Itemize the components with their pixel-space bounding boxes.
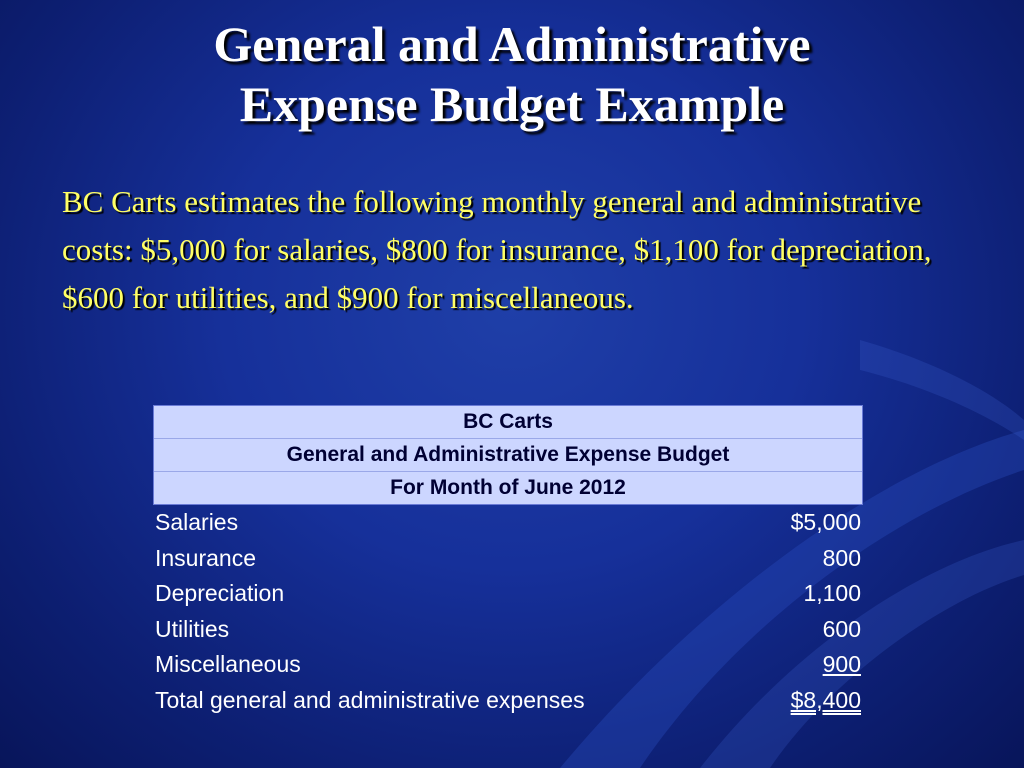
slide-title-line-1: General and Administrative	[213, 16, 811, 72]
intro-paragraph: BC Carts estimates the following monthly general and administrative costs: $5,000 for salaries, $800 for insurance, $1,100 for depreciation, $600 for utilities, and $900 for miscellaneous.	[62, 184, 932, 315]
company-name: BC Carts	[154, 406, 862, 439]
row-amount: 800	[822, 544, 861, 571]
budget-table	[153, 405, 863, 718]
slide-title	[0, 14, 1024, 134]
statement-period: For Month of June 2012	[390, 476, 626, 499]
table-row	[153, 576, 863, 612]
row-amount: 900	[822, 651, 861, 677]
table-row	[153, 647, 863, 683]
total-amount: $8,400	[790, 686, 861, 713]
row-label: Miscellaneous	[155, 651, 301, 677]
total-row	[153, 683, 863, 719]
budget-header	[153, 405, 863, 505]
row-label: Utilities	[155, 615, 230, 642]
statement-title: General and Administrative Expense Budget	[154, 439, 862, 472]
table-row	[153, 612, 863, 648]
total-label: Total general and administrative expenses	[155, 686, 585, 713]
table-row	[153, 541, 863, 577]
row-amount: $5,000	[790, 509, 861, 535]
table-row	[153, 505, 863, 541]
row-amount: 1,100	[803, 580, 861, 606]
row-amount: 600	[822, 615, 861, 642]
row-label: Depreciation	[155, 580, 285, 606]
row-label: Salaries	[155, 509, 239, 535]
row-label: Insurance	[155, 544, 257, 571]
slide-title-line-2: Expense Budget Example	[239, 76, 785, 132]
